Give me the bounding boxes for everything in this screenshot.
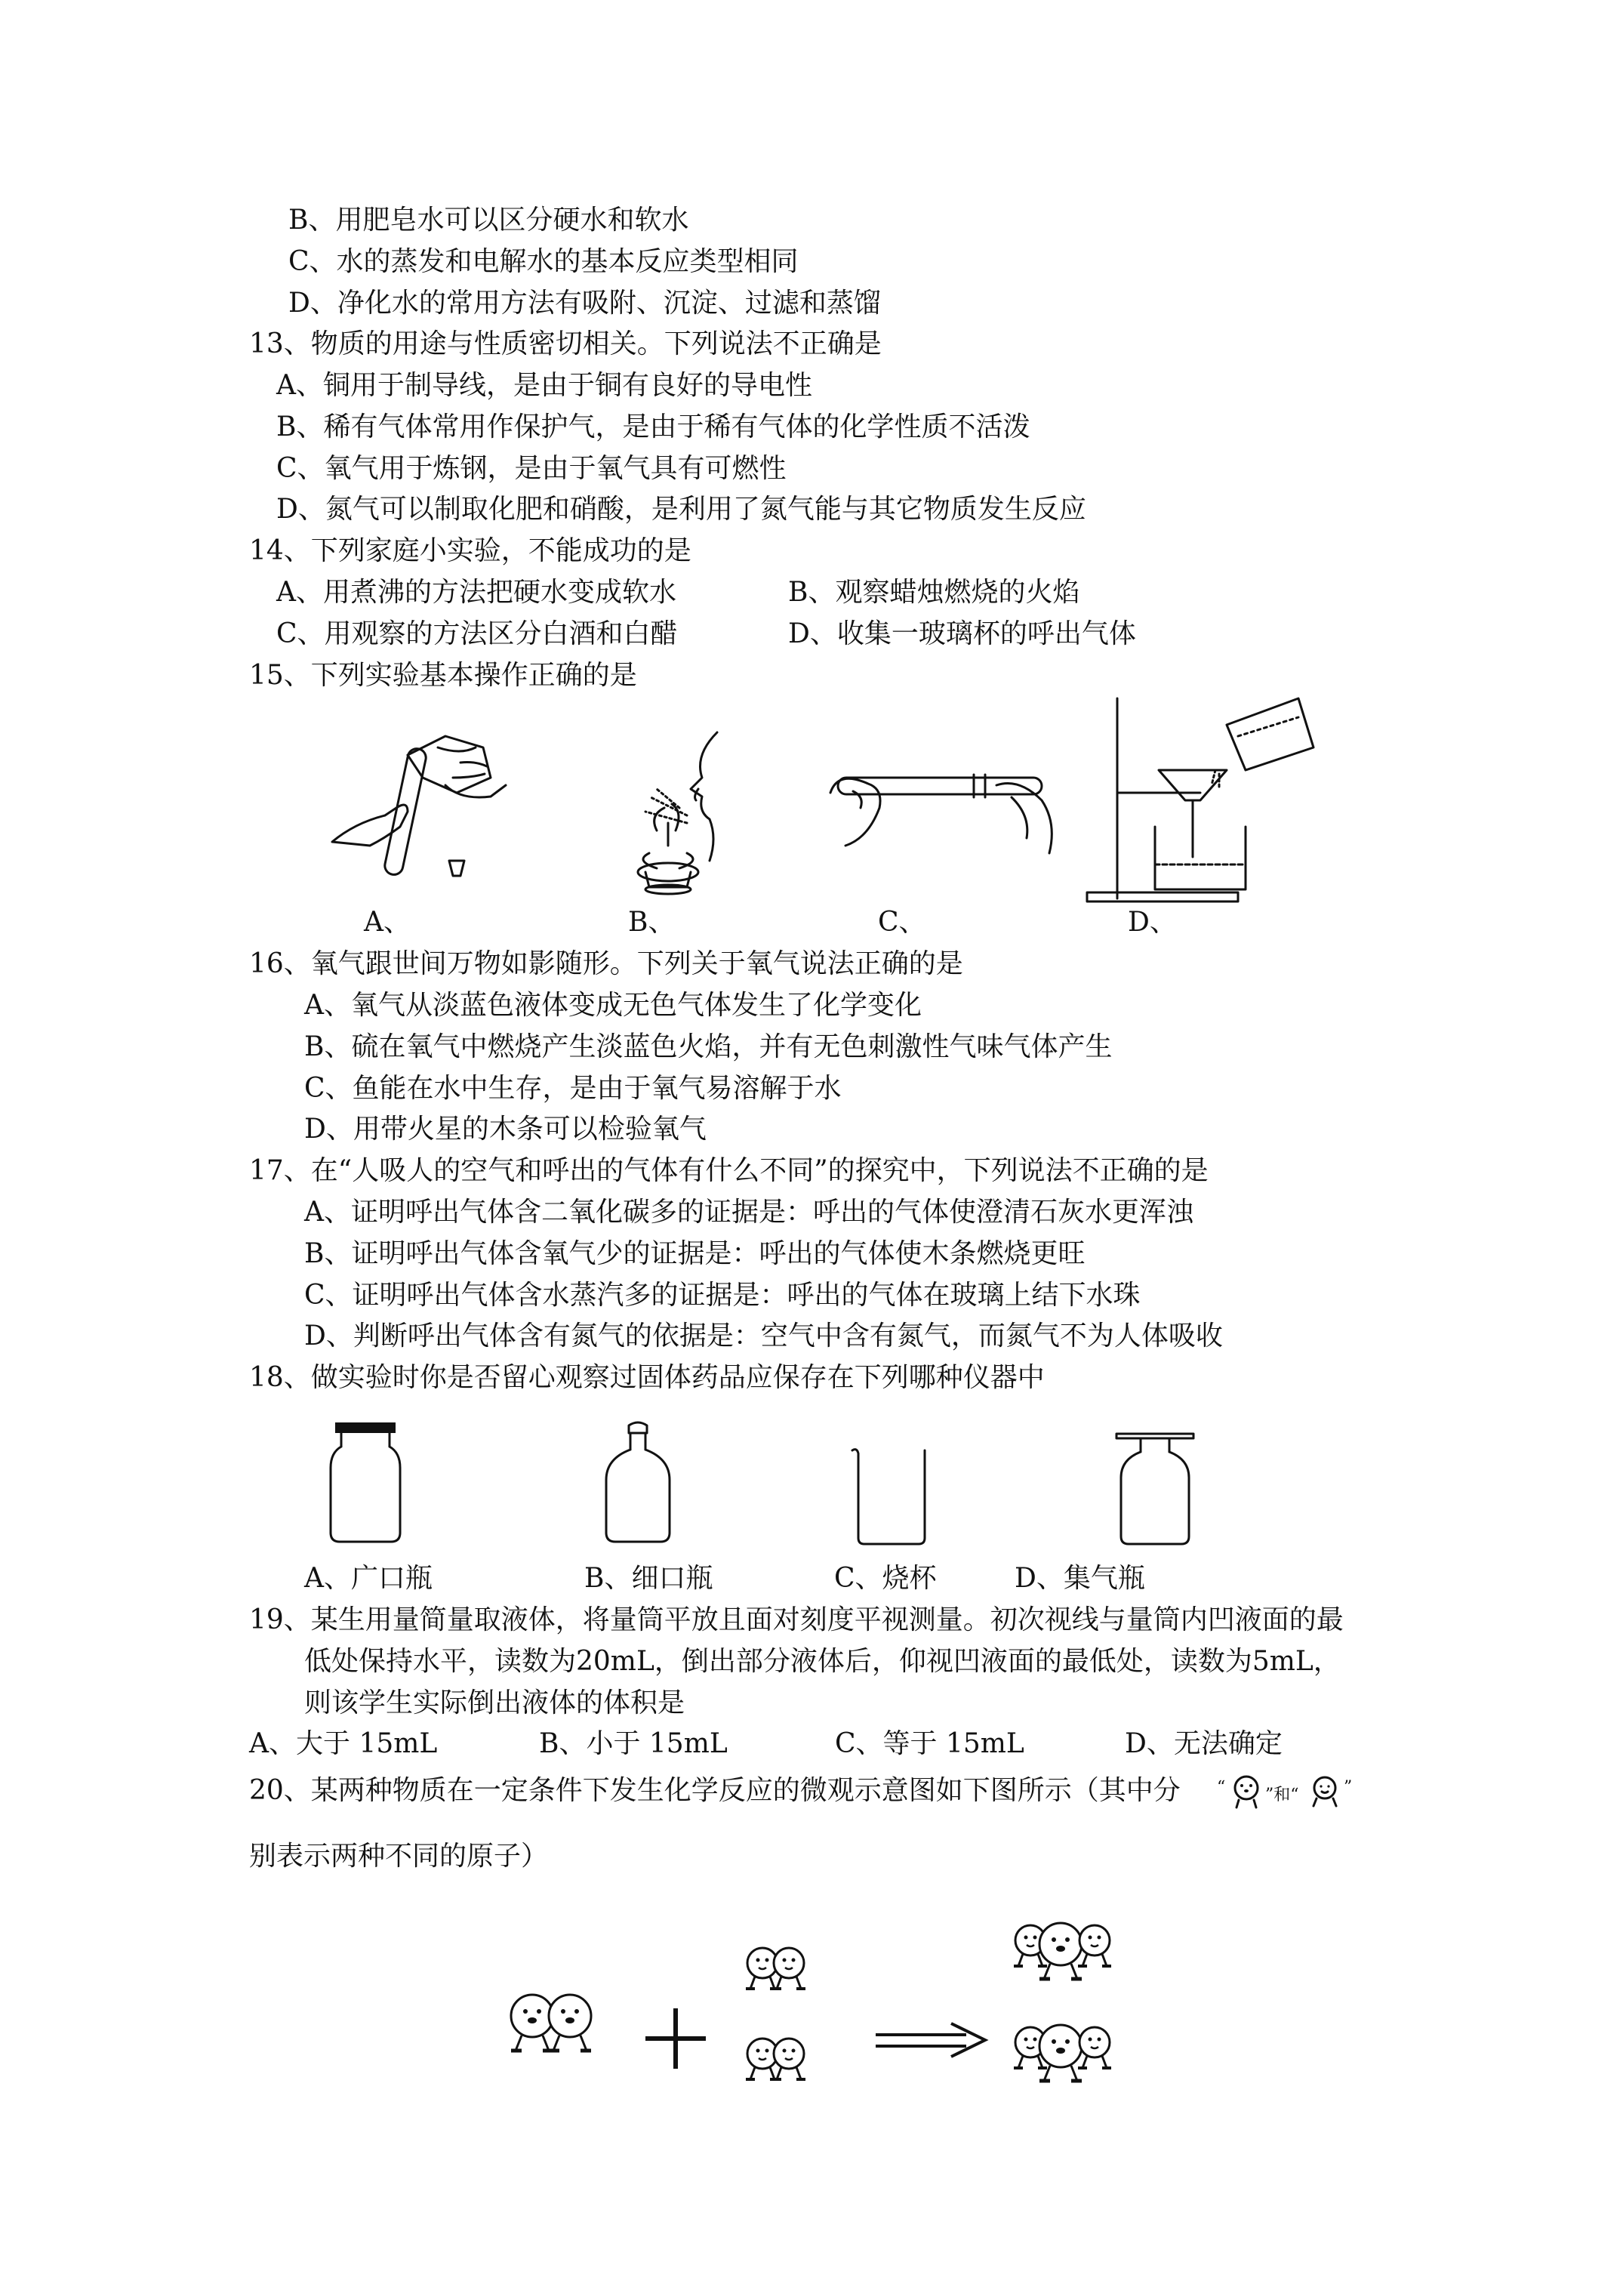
q14-option-a: A、用煮沸的方法把硬水变成软水 (276, 577, 676, 608)
q19-option-a: A、大于 15mL (249, 1728, 438, 1759)
reactant-molecule-a2 (511, 1995, 591, 2051)
reactant-molecule-b2-top (746, 1948, 805, 1989)
q20-legend-and: ”和“ (1265, 1786, 1299, 1804)
arrow-right-icon (876, 2023, 985, 2057)
q12-option-d: D、净化水的常用方法有吸附、沉淀、过滤和蒸馏 (288, 288, 881, 319)
atom-b-legend-icon (1306, 1773, 1344, 1811)
wide-mouth-bottle-figure (325, 1419, 408, 1548)
beaker-figure (849, 1446, 932, 1552)
filtration-figure (1087, 695, 1329, 910)
reaction-diagram (483, 1903, 1125, 2114)
q13-stem: 13、物质的用途与性质密切相关。下列说法不正确是 (249, 328, 882, 359)
q13-option-c: C、氧气用于炼钢，是由于氧气具有可燃性 (276, 453, 787, 484)
heating-test-tube-figure (823, 747, 1064, 868)
q16-option-c: C、鱼能在水中生存，是由于氧气易溶解于水 (304, 1073, 842, 1104)
q14-option-d: D、收集一玻璃杯的呼出气体 (788, 618, 1136, 649)
q13-option-b: B、稀有气体常用作保护气，是由于稀有气体的化学性质不活泼 (276, 411, 1030, 442)
q19-stem-line1: 19、某生用量简量取液体，将量筒平放且面对刻度平视测量。初次视线与量筒内凹液面的最 (249, 1604, 1344, 1635)
q19-stem-line3: 则该学生实际倒出液体的体积是 (304, 1687, 685, 1718)
product-molecule-top (1014, 1923, 1111, 1979)
q18-option-c: C、烧杯 (834, 1563, 937, 1594)
q17-option-c: C、证明呼出气体含水蒸汽多的证据是：呼出的气体在玻璃上结下水珠 (304, 1280, 1141, 1311)
gas-collecting-bottle-figure (1113, 1431, 1196, 1552)
q20-legend-quote-close: ” (1344, 1778, 1353, 1797)
q16-option-a: A、氧气从淡蓝色液体变成无色气体发生了化学变化 (304, 990, 922, 1021)
q18-option-d: D、集气瓶 (1015, 1563, 1145, 1594)
q15-label-c: C、 (878, 907, 926, 938)
q15-label-a: A、 (364, 907, 411, 938)
q19-option-d: D、无法确定 (1125, 1728, 1283, 1759)
q14-option-c: C、用观察的方法区分白酒和白醋 (276, 618, 678, 649)
pouring-liquid-figure (325, 732, 521, 906)
q19-option-c: C、等于 15mL (835, 1728, 1024, 1759)
q18-option-a: A、广口瓶 (304, 1563, 433, 1594)
smelling-gas-figure (604, 725, 770, 906)
q16-option-d: D、用带火星的木条可以检验氧气 (304, 1114, 707, 1145)
q14-stem: 14、下列家庭小实验，不能成功的是 (249, 535, 691, 566)
atom-a-legend-icon (1227, 1773, 1265, 1811)
plus-sign-icon (645, 2008, 706, 2069)
q20-stem-line2: 别表示两种不同的原子） (249, 1841, 549, 1872)
q13-option-a: A、铜用于制导线，是由于铜有良好的导电性 (276, 370, 812, 401)
q17-option-a: A、证明呼出气体含二氧化碳多的证据是：呼出的气体使澄清石灰水更浑浊 (304, 1197, 1193, 1228)
q20-stem-line1: 20、某两种物质在一定条件下发生化学反应的微观示意图如下图所示（其中分 (249, 1775, 1181, 1806)
q14-option-b: B、观察蜡烛燃烧的火焰 (788, 577, 1080, 608)
reactant-molecule-b2-bottom (746, 2039, 805, 2079)
q16-option-b: B、硫在氧气中燃烧产生淡蓝色火焰，并有无色刺激性气味气体产生 (304, 1031, 1113, 1062)
q15-label-d: D、 (1128, 907, 1177, 938)
q18-option-b: B、细口瓶 (584, 1563, 713, 1594)
q17-option-d: D、判断呼出气体含有氮气的依据是：空气中含有氮气，而氮气不为人体吸收 (304, 1321, 1223, 1351)
q20-legend-quote-open: “ (1217, 1778, 1226, 1797)
q15-stem: 15、下列实验基本操作正确的是 (249, 660, 637, 691)
q12-option-c: C、水的蒸发和电解水的基本反应类型相同 (288, 246, 799, 277)
q17-stem: 17、在“人吸人的空气和呼出的气体有什么不同”的探究中，下列说法不正确的是 (249, 1155, 1209, 1186)
narrow-mouth-bottle-figure (600, 1419, 676, 1548)
q17-option-b: B、证明呼出气体含氧气少的证据是：呼出的气体使木条燃烧更旺 (304, 1238, 1086, 1269)
product-molecule-bottom (1014, 2025, 1111, 2081)
q12-option-b: B、用肥皂水可以区分硬水和软水 (288, 205, 689, 236)
q15-label-b: B、 (628, 907, 676, 938)
q18-stem: 18、做实验时你是否留心观察过固体药品应保存在下列哪种仪器中 (249, 1362, 1045, 1393)
q19-stem-line2: 低处保持水平，读数为20mL，倒出部分液体后，仰视凹液面的最低处，读数为5mL， (304, 1646, 1341, 1677)
q16-stem: 16、氧气跟世间万物如影随形。下列关于氧气说法正确的是 (249, 948, 963, 979)
q19-option-b: B、小于 15mL (539, 1728, 728, 1759)
q13-option-d: D、氮气可以制取化肥和硝酸，是利用了氮气能与其它物质发生反应 (276, 494, 1086, 525)
